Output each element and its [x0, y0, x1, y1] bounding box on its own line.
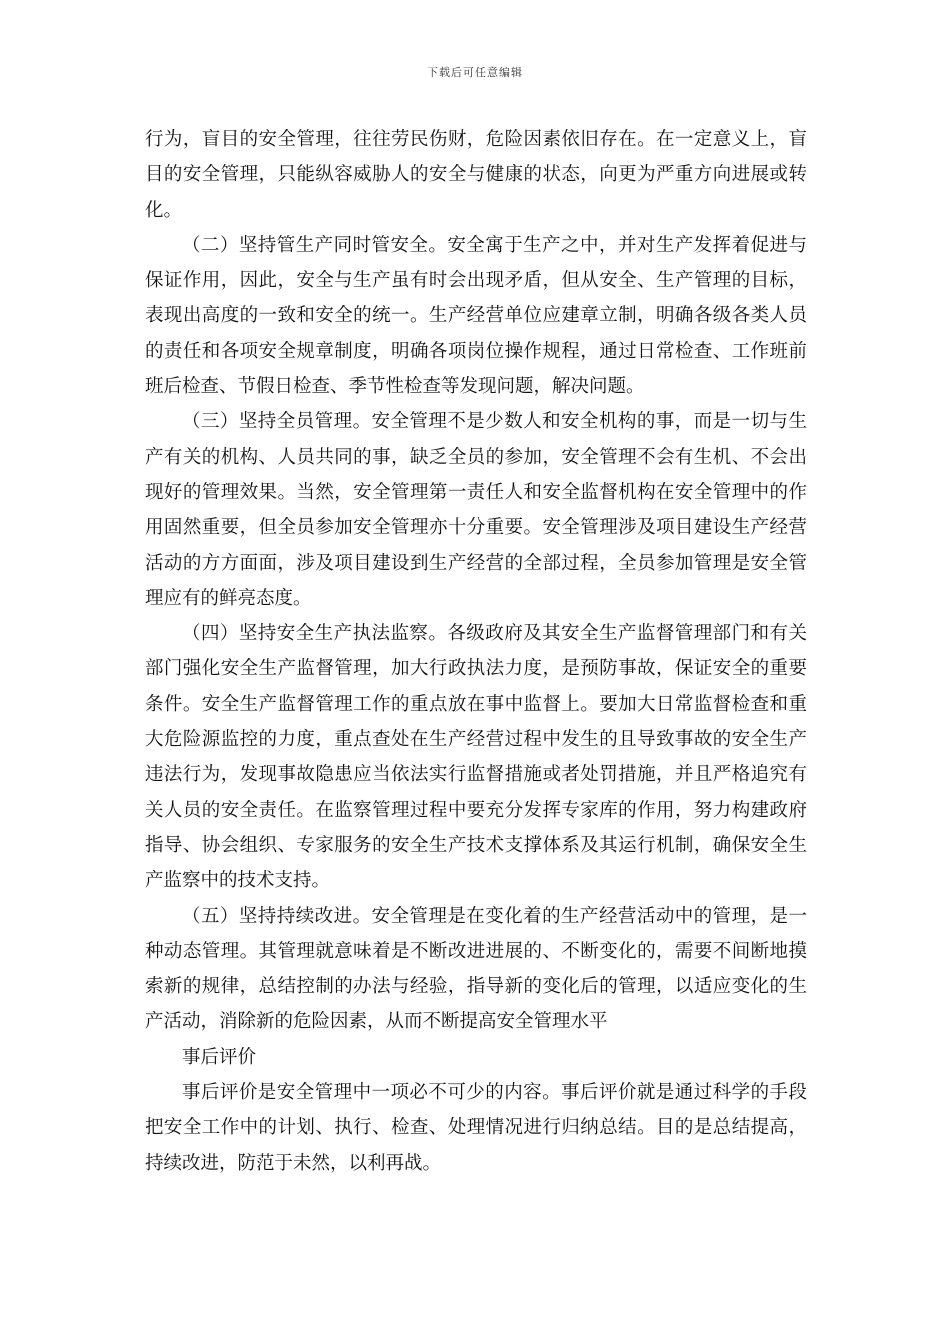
paragraph-section-2: （二）坚持管生产同时管安全。安全寓于生产之中，并对生产发挥着促进与保证作用，因此，安全与生产虽有时会出现矛盾，但从安全、生产管理的目标，表现出高度的一致和安全的统一。生产经营单位应建章立制，明确各级各类人员的责任和各项安全规章制度，明确各项岗位操作规程，通过日常检查、工作班前班后检查、节假日检查、季节性检查等发现问题，解决问题。	[145, 234, 807, 398]
page-header: 下载后可任意编辑	[427, 66, 523, 79]
section-heading-post-evaluation: 事后评价	[182, 1046, 257, 1068]
paragraph-section-4: （四）坚持安全生产执法监察。各级政府及其安全生产监督管理部门和有关部门强化安全生产监督管理，加大行政执法力度，是预防事故，保证安全的重要条件。安全生产监督管理工作的重点放在事中监督上。要加大日常监督检查和重大危险源监控的力度，重点查处在生产经营过程中发生的且导致事故的安全生产违法行为，发现事故隐患应当依法实行监督措施或者处罚措施，并且严格追究有关人员的安全责任。在监察管理过程中要充分发挥专家库的作用，努力构建政府指导、协会组织、专家服务的安全生产技术支撑体系及其运行机制，确保安全生产监察中的技术支持。	[145, 623, 807, 892]
paragraph-section-3: （三）坚持全员管理。安全管理不是少数人和安全机构的事，而是一切与生产有关的机构、人员共同的事，缺乏全员的参加，安全管理不会有生机、不会出现好的管理效果。当然，安全管理第一责任人和安全监督机构在安全管理中的作用固然重要，但全员参加安全管理亦十分重要。安全管理涉及项目建设生产经营活动的方方面面，涉及项目建设到生产经营的全部过程，全员参加管理是安全管理应有的鲜亮态度。	[145, 411, 807, 609]
paragraph-section-5: （五）坚持持续改进。安全管理是在变化着的生产经营活动中的管理，是一种动态管理。其管理就意味着是不断改进进展的、不断变化的，需要不间断地摸索新的规律，总结控制的办法与经验，指导新的变化后的管理，以适应变化的生产活动，消除新的危险因素，从而不断提高安全管理水平	[145, 905, 807, 1033]
document-body	[145, 122, 807, 1181]
paragraph-post-evaluation: 事后评价是安全管理中一项必不可少的内容。事后评价就是通过科学的手段把安全工作中的计划、执行、检查、处理情况进行归纳总结。目的是总结提高，持续改进，防范于未然，以利再战。	[145, 1082, 807, 1174]
paragraph-continuation: 行为，盲目的安全管理，往往劳民伤财，危险因素依旧存在。在一定意义上，盲目的安全管理，只能纵容威胁人的安全与健康的状态，向更为严重方向进展或转化。	[145, 129, 807, 221]
